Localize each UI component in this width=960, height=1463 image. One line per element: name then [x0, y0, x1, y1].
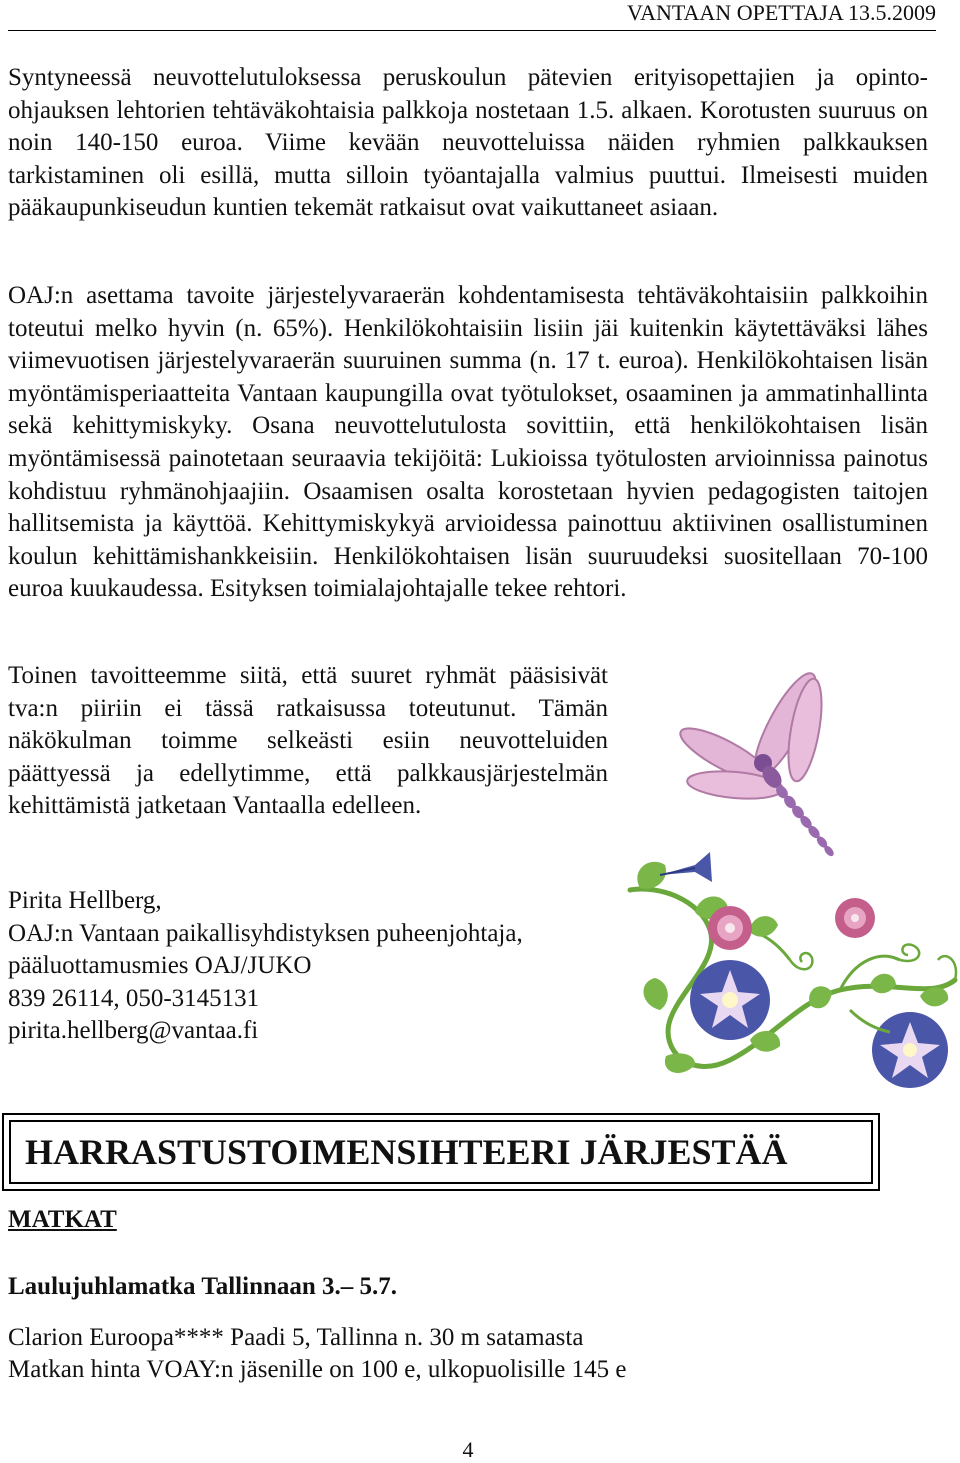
signature-email: pirita.hellberg@vantaa.fi [8, 1017, 259, 1045]
paragraph-3: Toinen tavoitteemme siitä, että suuret ryhmät pääsisivät tva:n piiriin ei tässä ratkaisussa toteutunut. Tämän näkökulman toimme selkeästi esiin neuvotteluiden päättyessä ja edellytimme, että palkkausjärjestelmän kehittämistä jatketaan Vantaalla edelleen. [8, 662, 608, 820]
page-header [8, 0, 936, 31]
section-heading: HARRASTUSTOIMENSIHTEERI JÄRJESTÄÄ [9, 1120, 873, 1184]
signature-block [8, 885, 523, 1048]
header-text: VANTAAN OPETTAJA 13.5.2009 [627, 0, 936, 25]
signature-role: pääluottamusmies OAJ/JUKO [8, 952, 312, 980]
paragraph-1: Syntyneessä neuvottelutuloksessa peruskoulun pätevien erityisopettajien ja opinto-ohjauksen lehtorien tehtäväkohtaisia palkkoja nostetaan 1.5. alkaen. Korotusten suuruus on noin 140-150 euroa. Viime kevään neuvotteluissa näiden ryhmien palkkauksen tarkistaminen oli esillä, mutta silloin työantajalla valmius puuttui. Ilmeisesti muiden pääkaupunkiseudun kuntien tekemät ratkaisut ovat vaikuttaneet asiaan. [8, 64, 928, 222]
section-heading-box [2, 1113, 880, 1191]
decorative-illustration [600, 660, 960, 1130]
dragonfly-icon [674, 666, 835, 858]
page-number: 4 [462, 1437, 474, 1462]
trip-price-line: Matkan hinta VOAY:n jäsenille on 100 e, ulkopuolisille 145 e [8, 1356, 627, 1383]
signature-phone: 839 26114, 050-3145131 [8, 984, 260, 1012]
trip-title: Laulujuhlamatka Tallinnaan 3.– 5.7. [8, 1273, 398, 1300]
trip-hotel-line: Clarion Euroopa**** Paadi 5, Tallinna n. 30 m satamasta [8, 1324, 584, 1351]
paragraph-2: OAJ:n asettama tavoite järjestelyvaraerän kohdentamisesta tehtäväkohtaisiin palkkoihin toteutui melko hyvin (n. 65%). Henkilökohtaisiin lisiin jäi kuitenkin käytettäväksi lähes viimevuotisen järjestelyvaraerän suuruinen summa (n. 17 t. euroa). Henkilökohtaisen lisän myöntämisperiaatteita Vantaan kaupungilla ovat työtulokset, osaaminen ja ammatinhallinta sekä kehittymiskyky. Osana neuvottelutulosta sovittiin, että henkilökohtaisen lisän myöntämisessä painotetaan seuraavia tekijöitä: Lukioissa työtulosten arvioinnissa painotus kohdistuu ryhmänohjaajiin. Osaamisen osalta korostetaan hyvien pedagogisten taitojen hallitsemista ja käyttöä. Kehittymiskykyä arvioidessa painottuu aktiivinen osallistuminen koulun kehittämishankkeisiin. Henkilökohtaisen lisän suuruudeksi suositellaan 70-100 euroa kuukaudessa. Esityksen toimialajohtajalle tekee rehtori. [8, 282, 928, 603]
section-subheading: MATKAT [8, 1206, 117, 1233]
signature-name: Pirita Hellberg, [8, 887, 162, 914]
morning-glory-vine-icon [630, 852, 956, 1088]
signature-title: OAJ:n Vantaan paikallisyhdistyksen puheenjohtaja, [8, 919, 523, 947]
